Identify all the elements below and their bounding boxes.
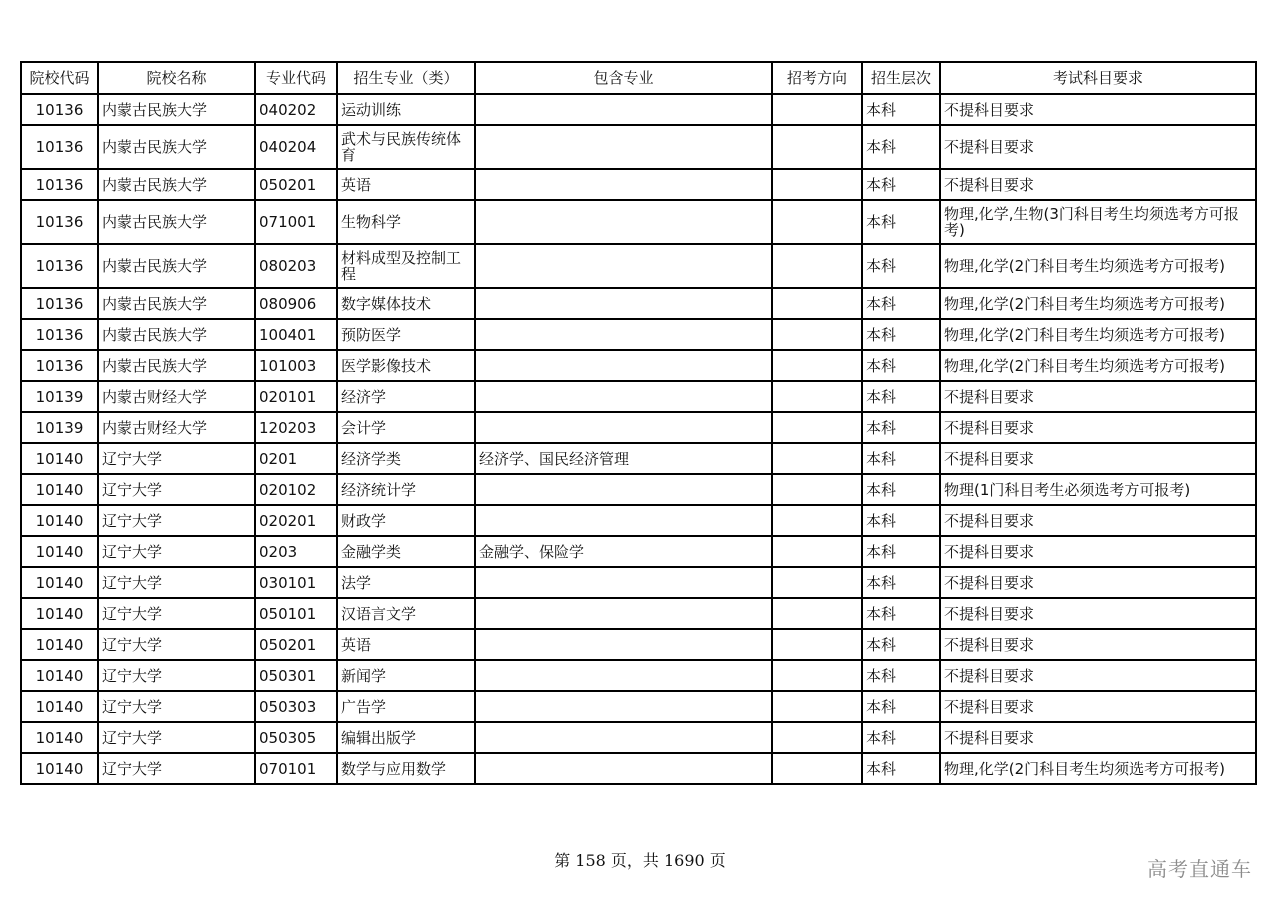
cell-included-majors <box>475 753 772 784</box>
cell-school-code: 10139 <box>21 381 98 412</box>
cell-major-code: 120203 <box>255 412 337 443</box>
cell-level: 本科 <box>862 125 940 169</box>
cell-subject-requirement: 不提科目要求 <box>940 536 1256 567</box>
cell-direction <box>772 125 862 169</box>
cell-direction <box>772 288 862 319</box>
header-row <box>21 62 1256 94</box>
table-row <box>21 244 1256 288</box>
cell-major-code: 050101 <box>255 598 337 629</box>
cell-direction <box>772 94 862 125</box>
cell-subject-requirement: 不提科目要求 <box>940 567 1256 598</box>
cell-included-majors <box>475 125 772 169</box>
cell-subject-requirement: 物理,化学(2门科目考生均须选考方可报考) <box>940 244 1256 288</box>
cell-school-code: 10139 <box>21 412 98 443</box>
cell-included-majors <box>475 567 772 598</box>
cell-direction <box>772 691 862 722</box>
cell-major: 财政学 <box>337 505 475 536</box>
cell-major: 汉语言文学 <box>337 598 475 629</box>
cell-included-majors <box>475 288 772 319</box>
cell-subject-requirement: 不提科目要求 <box>940 125 1256 169</box>
cell-included-majors <box>475 722 772 753</box>
cell-major: 英语 <box>337 169 475 200</box>
cell-included-majors <box>475 598 772 629</box>
cell-subject-requirement: 物理,化学(2门科目考生均须选考方可报考) <box>940 753 1256 784</box>
header-major: 招生专业（类） <box>337 62 475 94</box>
cell-major: 会计学 <box>337 412 475 443</box>
cell-level: 本科 <box>862 244 940 288</box>
cell-school-name: 内蒙古民族大学 <box>98 94 255 125</box>
cell-school-name: 辽宁大学 <box>98 753 255 784</box>
cell-major-code: 071001 <box>255 200 337 244</box>
cell-school-code: 10140 <box>21 598 98 629</box>
cell-direction <box>772 412 862 443</box>
cell-school-code: 10140 <box>21 722 98 753</box>
cell-major: 材料成型及控制工程 <box>337 244 475 288</box>
cell-subject-requirement: 不提科目要求 <box>940 443 1256 474</box>
cell-school-code: 10140 <box>21 567 98 598</box>
cell-major-code: 080203 <box>255 244 337 288</box>
cell-school-name: 辽宁大学 <box>98 505 255 536</box>
cell-subject-requirement: 不提科目要求 <box>940 94 1256 125</box>
cell-direction <box>772 200 862 244</box>
cell-school-name: 内蒙古民族大学 <box>98 244 255 288</box>
cell-school-name: 辽宁大学 <box>98 598 255 629</box>
cell-school-name: 辽宁大学 <box>98 722 255 753</box>
cell-direction <box>772 169 862 200</box>
header-level: 招生层次 <box>862 62 940 94</box>
cell-school-code: 10140 <box>21 660 98 691</box>
cell-school-code: 10136 <box>21 288 98 319</box>
cell-major-code: 020102 <box>255 474 337 505</box>
cell-school-name: 内蒙古民族大学 <box>98 200 255 244</box>
table-row <box>21 412 1256 443</box>
table-body <box>21 94 1256 784</box>
cell-major-code: 040204 <box>255 125 337 169</box>
cell-included-majors: 经济学、国民经济管理 <box>475 443 772 474</box>
cell-major-code: 040202 <box>255 94 337 125</box>
cell-major-code: 020101 <box>255 381 337 412</box>
cell-school-name: 内蒙古民族大学 <box>98 319 255 350</box>
cell-school-code: 10140 <box>21 443 98 474</box>
cell-major-code: 0203 <box>255 536 337 567</box>
table-row <box>21 443 1256 474</box>
cell-direction <box>772 598 862 629</box>
cell-major: 数字媒体技术 <box>337 288 475 319</box>
cell-included-majors <box>475 474 772 505</box>
cell-direction <box>772 505 862 536</box>
cell-school-code: 10136 <box>21 94 98 125</box>
cell-direction <box>772 474 862 505</box>
cell-school-code: 10136 <box>21 169 98 200</box>
cell-included-majors <box>475 200 772 244</box>
cell-level: 本科 <box>862 536 940 567</box>
watermark: 高考直通车 <box>1147 857 1252 881</box>
cell-level: 本科 <box>862 381 940 412</box>
cell-direction <box>772 381 862 412</box>
cell-level: 本科 <box>862 169 940 200</box>
cell-direction <box>772 536 862 567</box>
cell-school-code: 10136 <box>21 319 98 350</box>
cell-school-code: 10140 <box>21 536 98 567</box>
cell-included-majors <box>475 629 772 660</box>
table-row <box>21 200 1256 244</box>
cell-subject-requirement: 不提科目要求 <box>940 505 1256 536</box>
table-row <box>21 660 1256 691</box>
cell-major: 经济学类 <box>337 443 475 474</box>
table-row <box>21 567 1256 598</box>
cell-major: 新闻学 <box>337 660 475 691</box>
cell-level: 本科 <box>862 629 940 660</box>
table-row <box>21 474 1256 505</box>
cell-major: 经济学 <box>337 381 475 412</box>
cell-school-name: 内蒙古民族大学 <box>98 288 255 319</box>
cell-major: 生物科学 <box>337 200 475 244</box>
cell-level: 本科 <box>862 350 940 381</box>
admission-table <box>20 61 1257 785</box>
cell-direction <box>772 660 862 691</box>
cell-major: 医学影像技术 <box>337 350 475 381</box>
cell-major-code: 020201 <box>255 505 337 536</box>
cell-major: 广告学 <box>337 691 475 722</box>
cell-school-name: 内蒙古财经大学 <box>98 412 255 443</box>
cell-school-name: 辽宁大学 <box>98 536 255 567</box>
cell-subject-requirement: 不提科目要求 <box>940 691 1256 722</box>
cell-level: 本科 <box>862 288 940 319</box>
header-school-name: 院校名称 <box>98 62 255 94</box>
cell-level: 本科 <box>862 94 940 125</box>
table-row <box>21 629 1256 660</box>
table-row <box>21 319 1256 350</box>
cell-major-code: 050201 <box>255 629 337 660</box>
cell-included-majors <box>475 660 772 691</box>
cell-school-code: 10140 <box>21 474 98 505</box>
cell-major: 经济统计学 <box>337 474 475 505</box>
cell-school-code: 10140 <box>21 629 98 660</box>
cell-school-name: 辽宁大学 <box>98 660 255 691</box>
cell-direction <box>772 244 862 288</box>
header-included-majors: 包含专业 <box>475 62 772 94</box>
cell-major-code: 0201 <box>255 443 337 474</box>
cell-major: 编辑出版学 <box>337 722 475 753</box>
cell-direction <box>772 350 862 381</box>
cell-major-code: 070101 <box>255 753 337 784</box>
cell-major: 预防医学 <box>337 319 475 350</box>
cell-direction <box>772 567 862 598</box>
cell-level: 本科 <box>862 412 940 443</box>
cell-school-name: 辽宁大学 <box>98 629 255 660</box>
cell-school-name: 辽宁大学 <box>98 474 255 505</box>
cell-subject-requirement: 物理(1门科目考生必须选考方可报考) <box>940 474 1256 505</box>
cell-major: 运动训练 <box>337 94 475 125</box>
table-row <box>21 125 1256 169</box>
table-row <box>21 598 1256 629</box>
cell-included-majors: 金融学、保险学 <box>475 536 772 567</box>
cell-included-majors <box>475 412 772 443</box>
cell-level: 本科 <box>862 443 940 474</box>
cell-school-code: 10140 <box>21 691 98 722</box>
cell-included-majors <box>475 169 772 200</box>
cell-major-code: 050305 <box>255 722 337 753</box>
cell-school-code: 10140 <box>21 753 98 784</box>
cell-major-code: 100401 <box>255 319 337 350</box>
cell-major: 英语 <box>337 629 475 660</box>
header-direction: 招考方向 <box>772 62 862 94</box>
cell-level: 本科 <box>862 660 940 691</box>
cell-level: 本科 <box>862 691 940 722</box>
cell-major-code: 050303 <box>255 691 337 722</box>
cell-level: 本科 <box>862 598 940 629</box>
cell-school-code: 10136 <box>21 125 98 169</box>
cell-major-code: 101003 <box>255 350 337 381</box>
cell-level: 本科 <box>862 474 940 505</box>
cell-major: 金融学类 <box>337 536 475 567</box>
cell-included-majors <box>475 244 772 288</box>
cell-direction <box>772 629 862 660</box>
cell-subject-requirement: 物理,化学(2门科目考生均须选考方可报考) <box>940 288 1256 319</box>
table-row <box>21 536 1256 567</box>
table-header <box>21 62 1256 94</box>
cell-level: 本科 <box>862 200 940 244</box>
cell-direction <box>772 753 862 784</box>
cell-included-majors <box>475 350 772 381</box>
cell-included-majors <box>475 319 772 350</box>
table-row <box>21 691 1256 722</box>
cell-major: 法学 <box>337 567 475 598</box>
cell-school-code: 10140 <box>21 505 98 536</box>
header-major-code: 专业代码 <box>255 62 337 94</box>
cell-school-name: 辽宁大学 <box>98 691 255 722</box>
cell-included-majors <box>475 505 772 536</box>
table-row <box>21 94 1256 125</box>
cell-subject-requirement: 不提科目要求 <box>940 381 1256 412</box>
table-row <box>21 169 1256 200</box>
cell-subject-requirement: 物理,化学(2门科目考生均须选考方可报考) <box>940 350 1256 381</box>
cell-subject-requirement: 不提科目要求 <box>940 629 1256 660</box>
cell-included-majors <box>475 691 772 722</box>
cell-school-name: 内蒙古民族大学 <box>98 169 255 200</box>
cell-direction <box>772 319 862 350</box>
cell-school-code: 10136 <box>21 200 98 244</box>
cell-subject-requirement: 不提科目要求 <box>940 660 1256 691</box>
cell-major: 数学与应用数学 <box>337 753 475 784</box>
cell-school-code: 10136 <box>21 244 98 288</box>
cell-school-name: 辽宁大学 <box>98 567 255 598</box>
cell-subject-requirement: 物理,化学(2门科目考生均须选考方可报考) <box>940 319 1256 350</box>
table-row <box>21 722 1256 753</box>
cell-level: 本科 <box>862 567 940 598</box>
cell-school-name: 内蒙古财经大学 <box>98 381 255 412</box>
cell-included-majors <box>475 381 772 412</box>
cell-school-name: 内蒙古民族大学 <box>98 125 255 169</box>
table-row <box>21 381 1256 412</box>
table-row <box>21 288 1256 319</box>
cell-subject-requirement: 不提科目要求 <box>940 722 1256 753</box>
table-row <box>21 753 1256 784</box>
cell-level: 本科 <box>862 722 940 753</box>
cell-included-majors <box>475 94 772 125</box>
cell-level: 本科 <box>862 753 940 784</box>
cell-direction <box>772 443 862 474</box>
cell-major-code: 080906 <box>255 288 337 319</box>
header-school-code: 院校代码 <box>21 62 98 94</box>
cell-subject-requirement: 不提科目要求 <box>940 169 1256 200</box>
cell-school-name: 辽宁大学 <box>98 443 255 474</box>
cell-major-code: 030101 <box>255 567 337 598</box>
cell-subject-requirement: 物理,化学,生物(3门科目考生均须选考方可报考) <box>940 200 1256 244</box>
cell-level: 本科 <box>862 505 940 536</box>
table-row <box>21 350 1256 381</box>
cell-subject-requirement: 不提科目要求 <box>940 412 1256 443</box>
header-subject-requirement: 考试科目要求 <box>940 62 1256 94</box>
cell-level: 本科 <box>862 319 940 350</box>
cell-school-name: 内蒙古民族大学 <box>98 350 255 381</box>
page-number: 第 158 页，共 1690 页 <box>554 851 726 870</box>
cell-major-code: 050201 <box>255 169 337 200</box>
cell-school-code: 10136 <box>21 350 98 381</box>
cell-major: 武术与民族传统体育 <box>337 125 475 169</box>
cell-major-code: 050301 <box>255 660 337 691</box>
cell-subject-requirement: 不提科目要求 <box>940 598 1256 629</box>
table-row <box>21 505 1256 536</box>
cell-direction <box>772 722 862 753</box>
